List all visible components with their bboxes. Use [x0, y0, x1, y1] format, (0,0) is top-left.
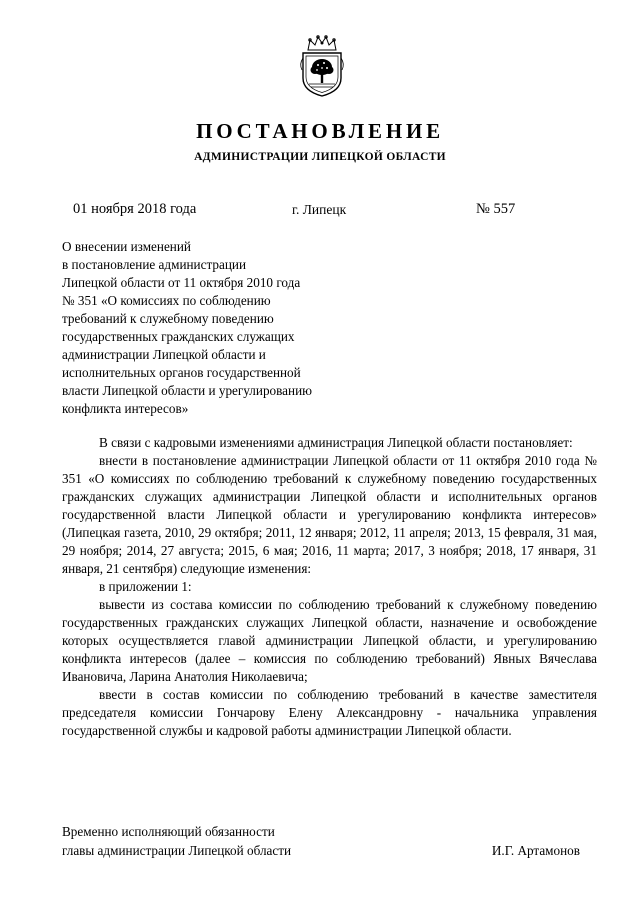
signature-block [62, 822, 597, 860]
subject-line: администрации Липецкой области и [62, 347, 266, 362]
document-date: 01 ноября 2018 года [73, 201, 197, 217]
document-city: г. Липецк [292, 202, 347, 217]
subject-line: требований к служебному поведению [62, 311, 274, 326]
document-number: № 557 [476, 201, 516, 217]
signatory-position-line2: главы администрации Липецкой области [62, 843, 292, 858]
signatory-name: И.Г. Артамонов [491, 843, 580, 858]
body-paragraph-preamble: В связи с кадровыми изменениями администрация Липецкой области постановляет: [99, 435, 573, 450]
coat-of-arms-icon [296, 34, 348, 98]
body-paragraph-add: ввести в состав комиссии по соблюдению требований в качестве заместителя председателя комиссии Гончарову Елену Александровну - начальника управления государственной службы и кадровой работы администрации Липецкой области. [62, 687, 597, 738]
subject-line: конфликта интересов» [62, 401, 189, 416]
body-paragraph-annex: в приложении 1: [99, 579, 192, 594]
subject-line: исполнительных органов государственной [62, 365, 301, 380]
document-body [62, 434, 597, 740]
signatory-position-line1: Временно исполняющий обязанности [62, 824, 275, 839]
body-paragraph-amend: внести в постановление администрации Липецкой области от 11 октября 2010 года № 351 «О комиссиях по соблюдению требований к служебному поведению государственных гражданских служащих администрации Липецкой области и исполнительных органов государственной власти Липецкой области и урегулированию конфликта интересов» (Липецкая газета, 2010, 29 октября; 2011, 12 января; 2012, 11 апреля; 2013, 15 февраля, 31 мая, 29 ноября; 2014, 27 августа; 2015, 6 мая; 2016, 11 марта; 2017, 3 ноября; 2018, 17 января, 31 января, 21 сентября) следующие изменения: [62, 453, 597, 576]
document-subject [62, 238, 382, 418]
subject-line: Липецкой области от 11 октября 2010 года [62, 275, 301, 290]
document-title: ПОСТАНОВЛЕНИЕ [196, 119, 444, 143]
subject-line: О внесении изменений [62, 239, 191, 254]
subject-line: в постановление администрации [62, 257, 247, 272]
subject-line: государственных гражданских служащих [62, 329, 295, 344]
issuer-subtitle: АДМИНИСТРАЦИИ ЛИПЕЦКОЙ ОБЛАСТИ [194, 151, 446, 163]
subject-line: власти Липецкой области и урегулированию [62, 383, 313, 398]
subject-line: № 351 «О комиссиях по соблюдению [62, 293, 271, 308]
body-paragraph-remove: вывести из состава комиссии по соблюдению требований к служебному поведению государственных гражданских служащих Липецкой области, назначение и освобождение которых осуществляется главой администрации Липецкой области, и урегулированию конфликта интересов (далее – комиссия по соблюдению требований) Явных Вячеслава Ивановича, Ларина Анатолия Николаевича; [62, 597, 597, 684]
